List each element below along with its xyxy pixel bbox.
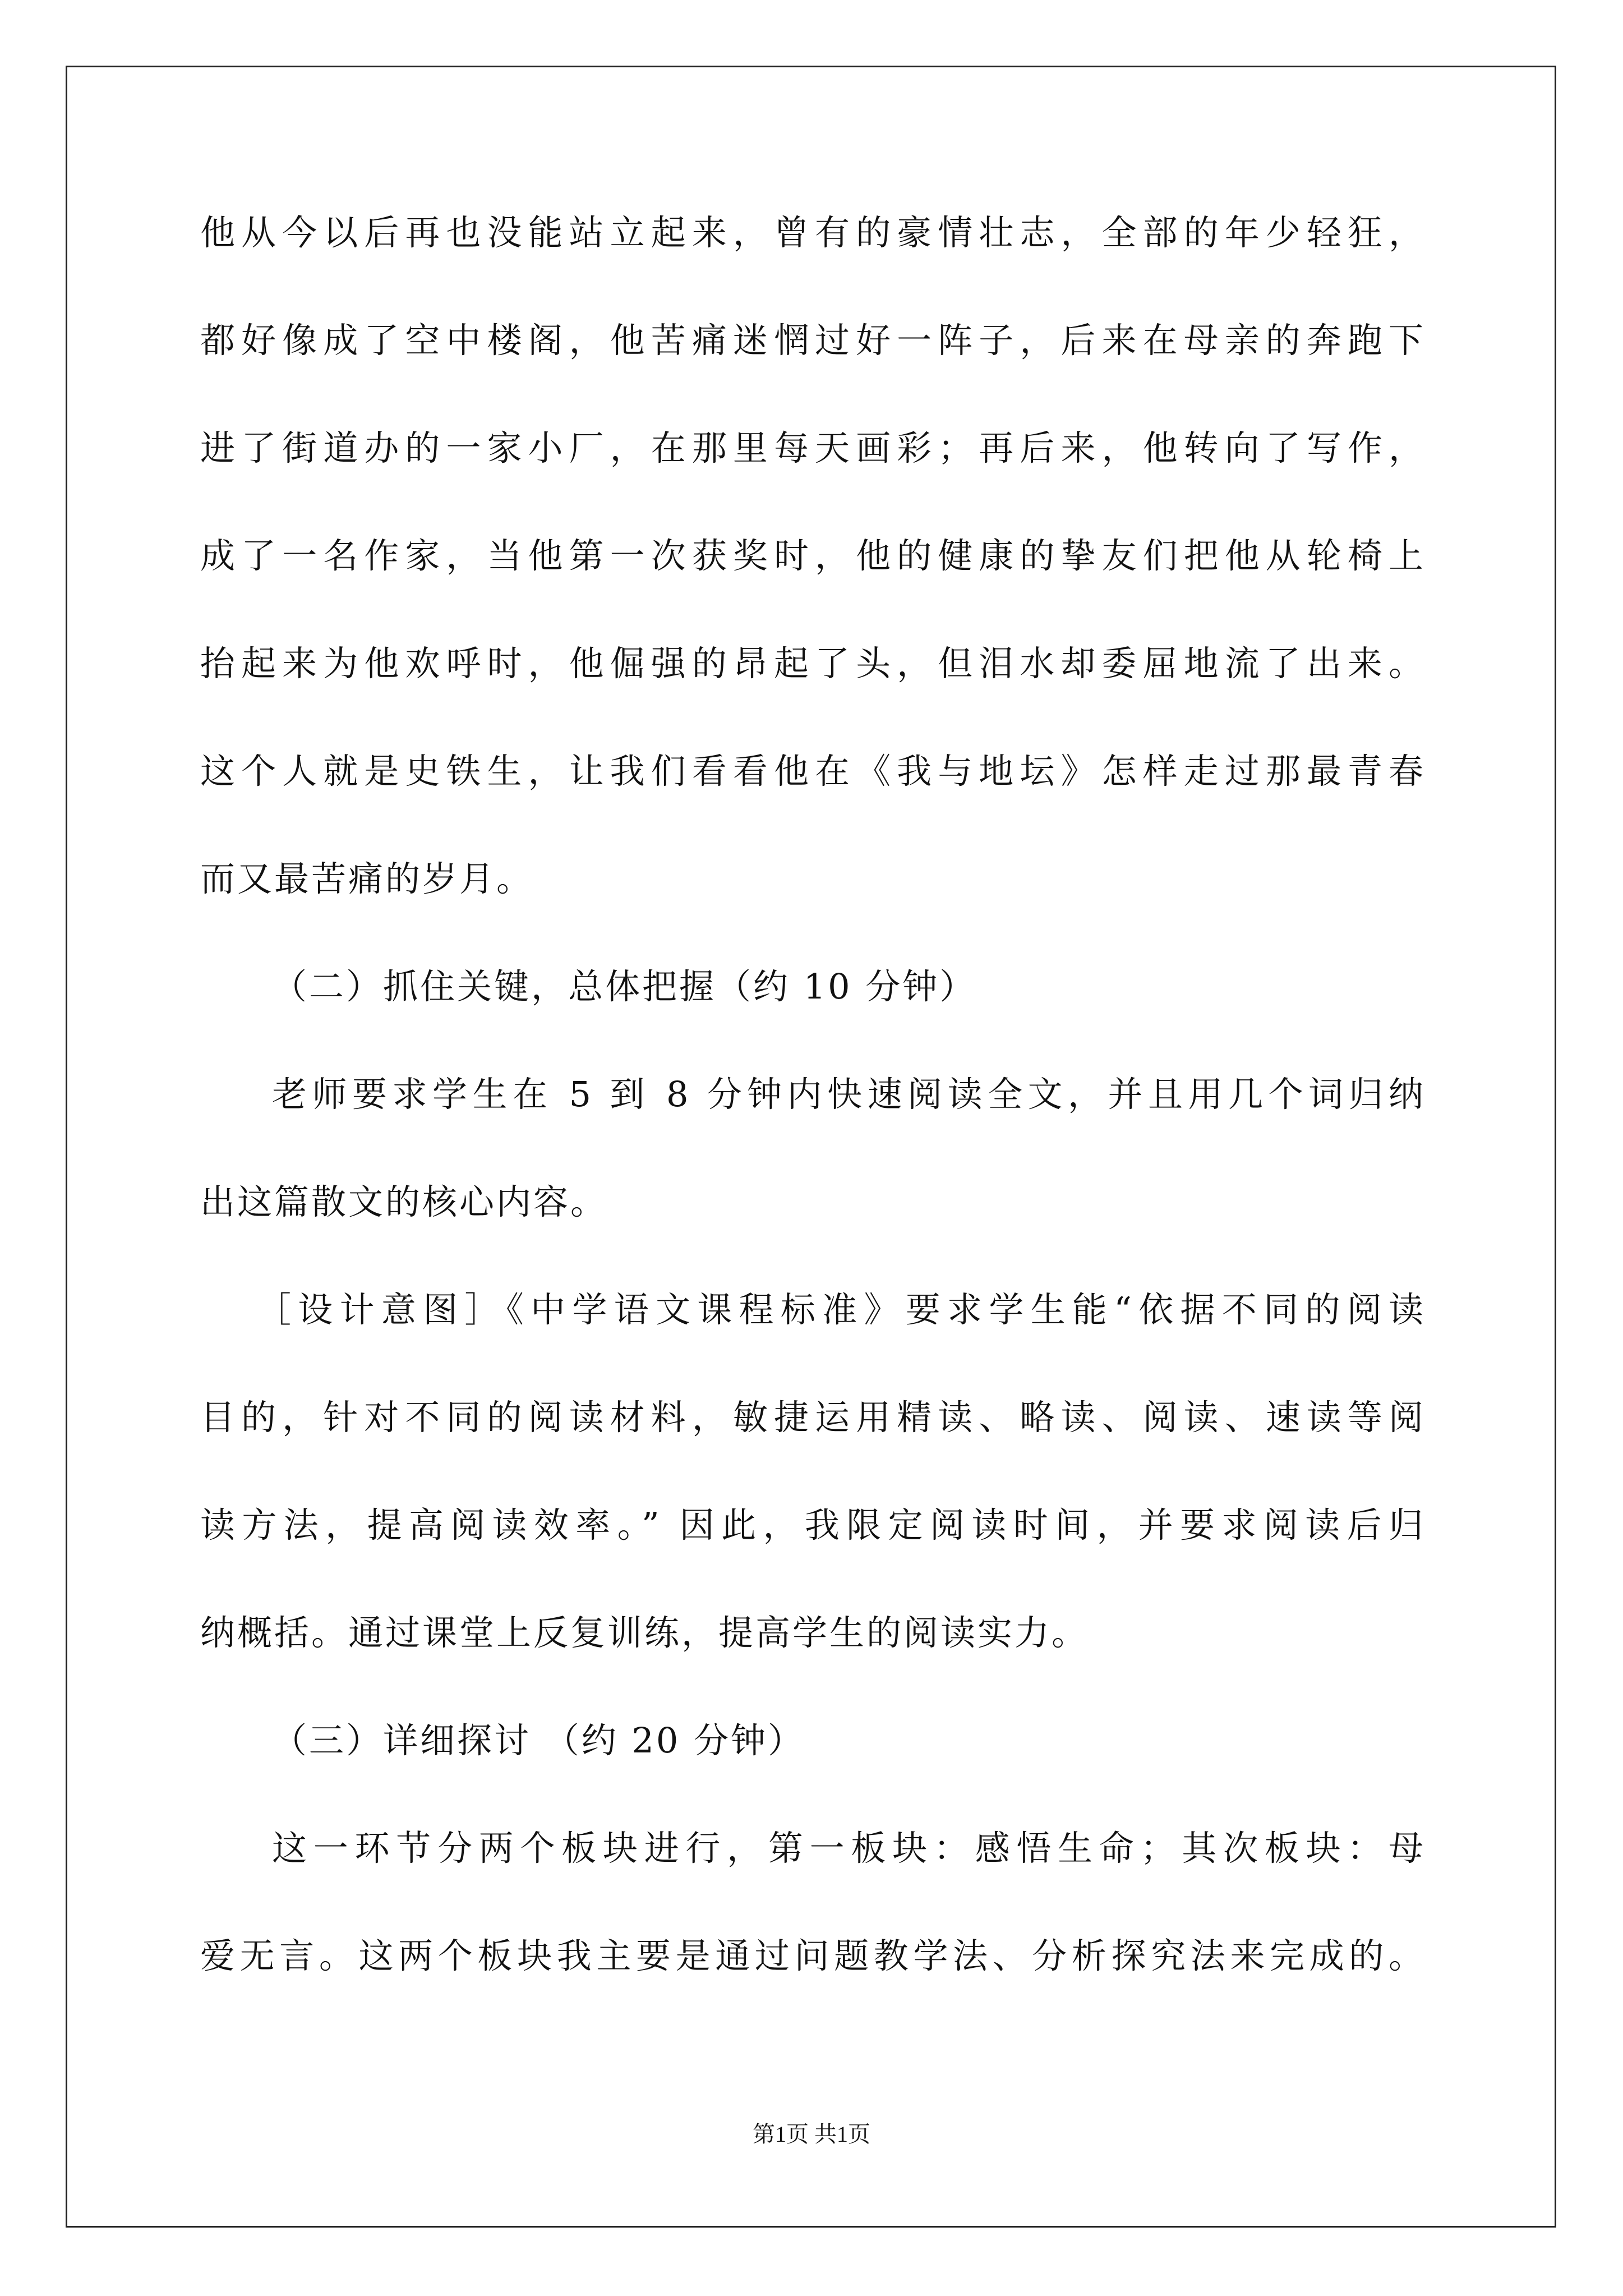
text-line-7: 而又最苦痛的岁月。: [200, 858, 534, 899]
text-line-12: 目的，针对不同的阅读材料，敏捷运用精读、略读、阅读、速读等阅: [200, 1397, 1426, 1438]
text-line-1: 他从今以后再也没能站立起来，曾有的豪情壮志，全部的年少轻狂，: [200, 212, 1426, 253]
page-border: [66, 66, 1556, 2228]
text-line-16: 这一环节分两个板块进行，第一板块：感悟生命；其次板块：母: [272, 1828, 1426, 1869]
text-line-4: 成了一名作家，当他第一次获奖时，他的健康的挚友们把他从轮椅上: [200, 535, 1426, 576]
text-line-2: 都好像成了空中楼阁，他苦痛迷惘过好一阵子，后来在母亲的奔跑下: [200, 320, 1426, 361]
section-heading-3: （三）详细探讨 （约 20 分钟）: [272, 1720, 805, 1761]
text-line-13: 读方法，提高阅读效率。” 因此，我限定阅读时间，并要求阅读后归: [200, 1504, 1426, 1545]
text-line-3: 进了街道办的一家小厂，在那里每天画彩；再后来，他转向了写作，: [200, 427, 1426, 468]
text-line-9: 老师要求学生在 5 到 8 分钟内快速阅读全文，并且用几个词归纳: [272, 1074, 1426, 1115]
page-footer: 第1页 共1页: [753, 2122, 870, 2147]
text-line-17: 爱无言。这两个板块我主要是通过问题教学法、分析探究法来完成的。: [200, 1935, 1426, 1976]
text-line-11: ［设计意图］《中学语文课程标准》要求学生能“依据不同的阅读: [256, 1289, 1426, 1330]
text-line-6: 这个人就是史铁生，让我们看看他在《我与地坛》怎样走过那最青春: [200, 751, 1426, 792]
text-line-14: 纳概括。通过课堂上反复训练，提高学生的阅读实力。: [200, 1612, 1089, 1653]
text-line-5: 抬起来为他欢呼时，他倔强的昂起了头，但泪水却委屈地流了出来。: [200, 643, 1426, 684]
section-heading-2: （二）抓住关键，总体把握（约 10 分钟）: [272, 966, 977, 1007]
text-line-10: 出这篇散文的核心内容。: [200, 1181, 608, 1222]
